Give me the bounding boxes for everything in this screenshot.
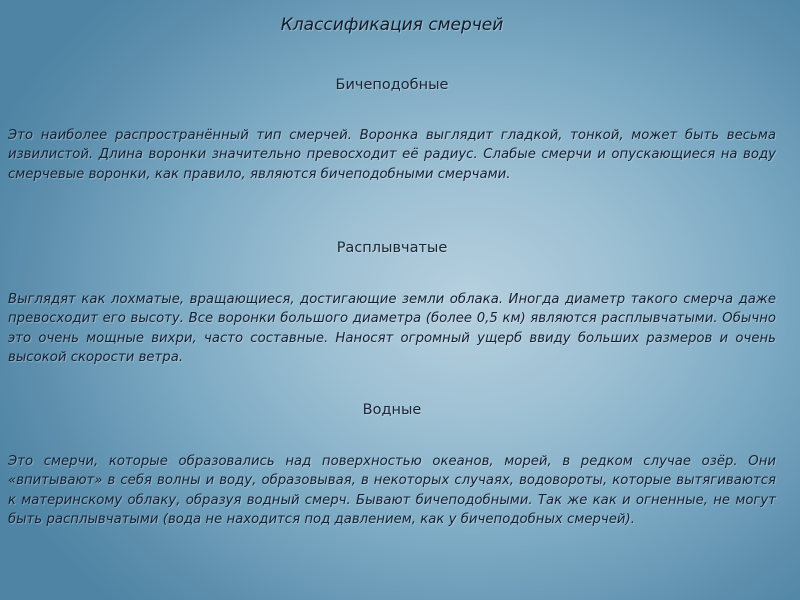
section-text-diffuse: Выглядят как лохматые, вращающиеся, достигающие земли облака. Иногда диаметр такого смерча даже превосходит его высоту. Все воронки большого диаметра (более 0,5 км) являются расплывчатыми. Обычно это очень мощные вихри, часто составные. Наносят огромный ущерб ввиду больших размеров и очень высокой скорости ветра. [8,292,776,365]
section-text-water: Это смерчи, которые образовались над поверхностью океанов, морей, в редком случае озёр. Они «впитывают» в себя волны и воду, образовывая, в некоторых случаях, водовороты, которые вытягиваются к материнскому облаку, образуя водный смерч. Бывают бичеподобными. Так же как и огненные, не могут быть расплывчатыми (вода не находится под давлением, как у бичеподобных смерчей). [8,454,776,527]
section-heading-whip-like: Бичеподобные [335,77,449,93]
section-text-whip-like: Это наиболее распространённый тип смерчей. Воронка выглядит гладкой, тонкой, может быть весьма извилистой. Длина воронки значительно превосходит её радиус. Слабые смерчи и опускающиеся на воду смерчевые воронки, как правило, являются бичеподобными смерчами. [8,128,776,182]
section-heading-water: Водные [362,402,422,418]
section-heading-diffuse: Расплывчатые [336,240,448,256]
slide-title: Классификация смерчей [280,15,504,35]
